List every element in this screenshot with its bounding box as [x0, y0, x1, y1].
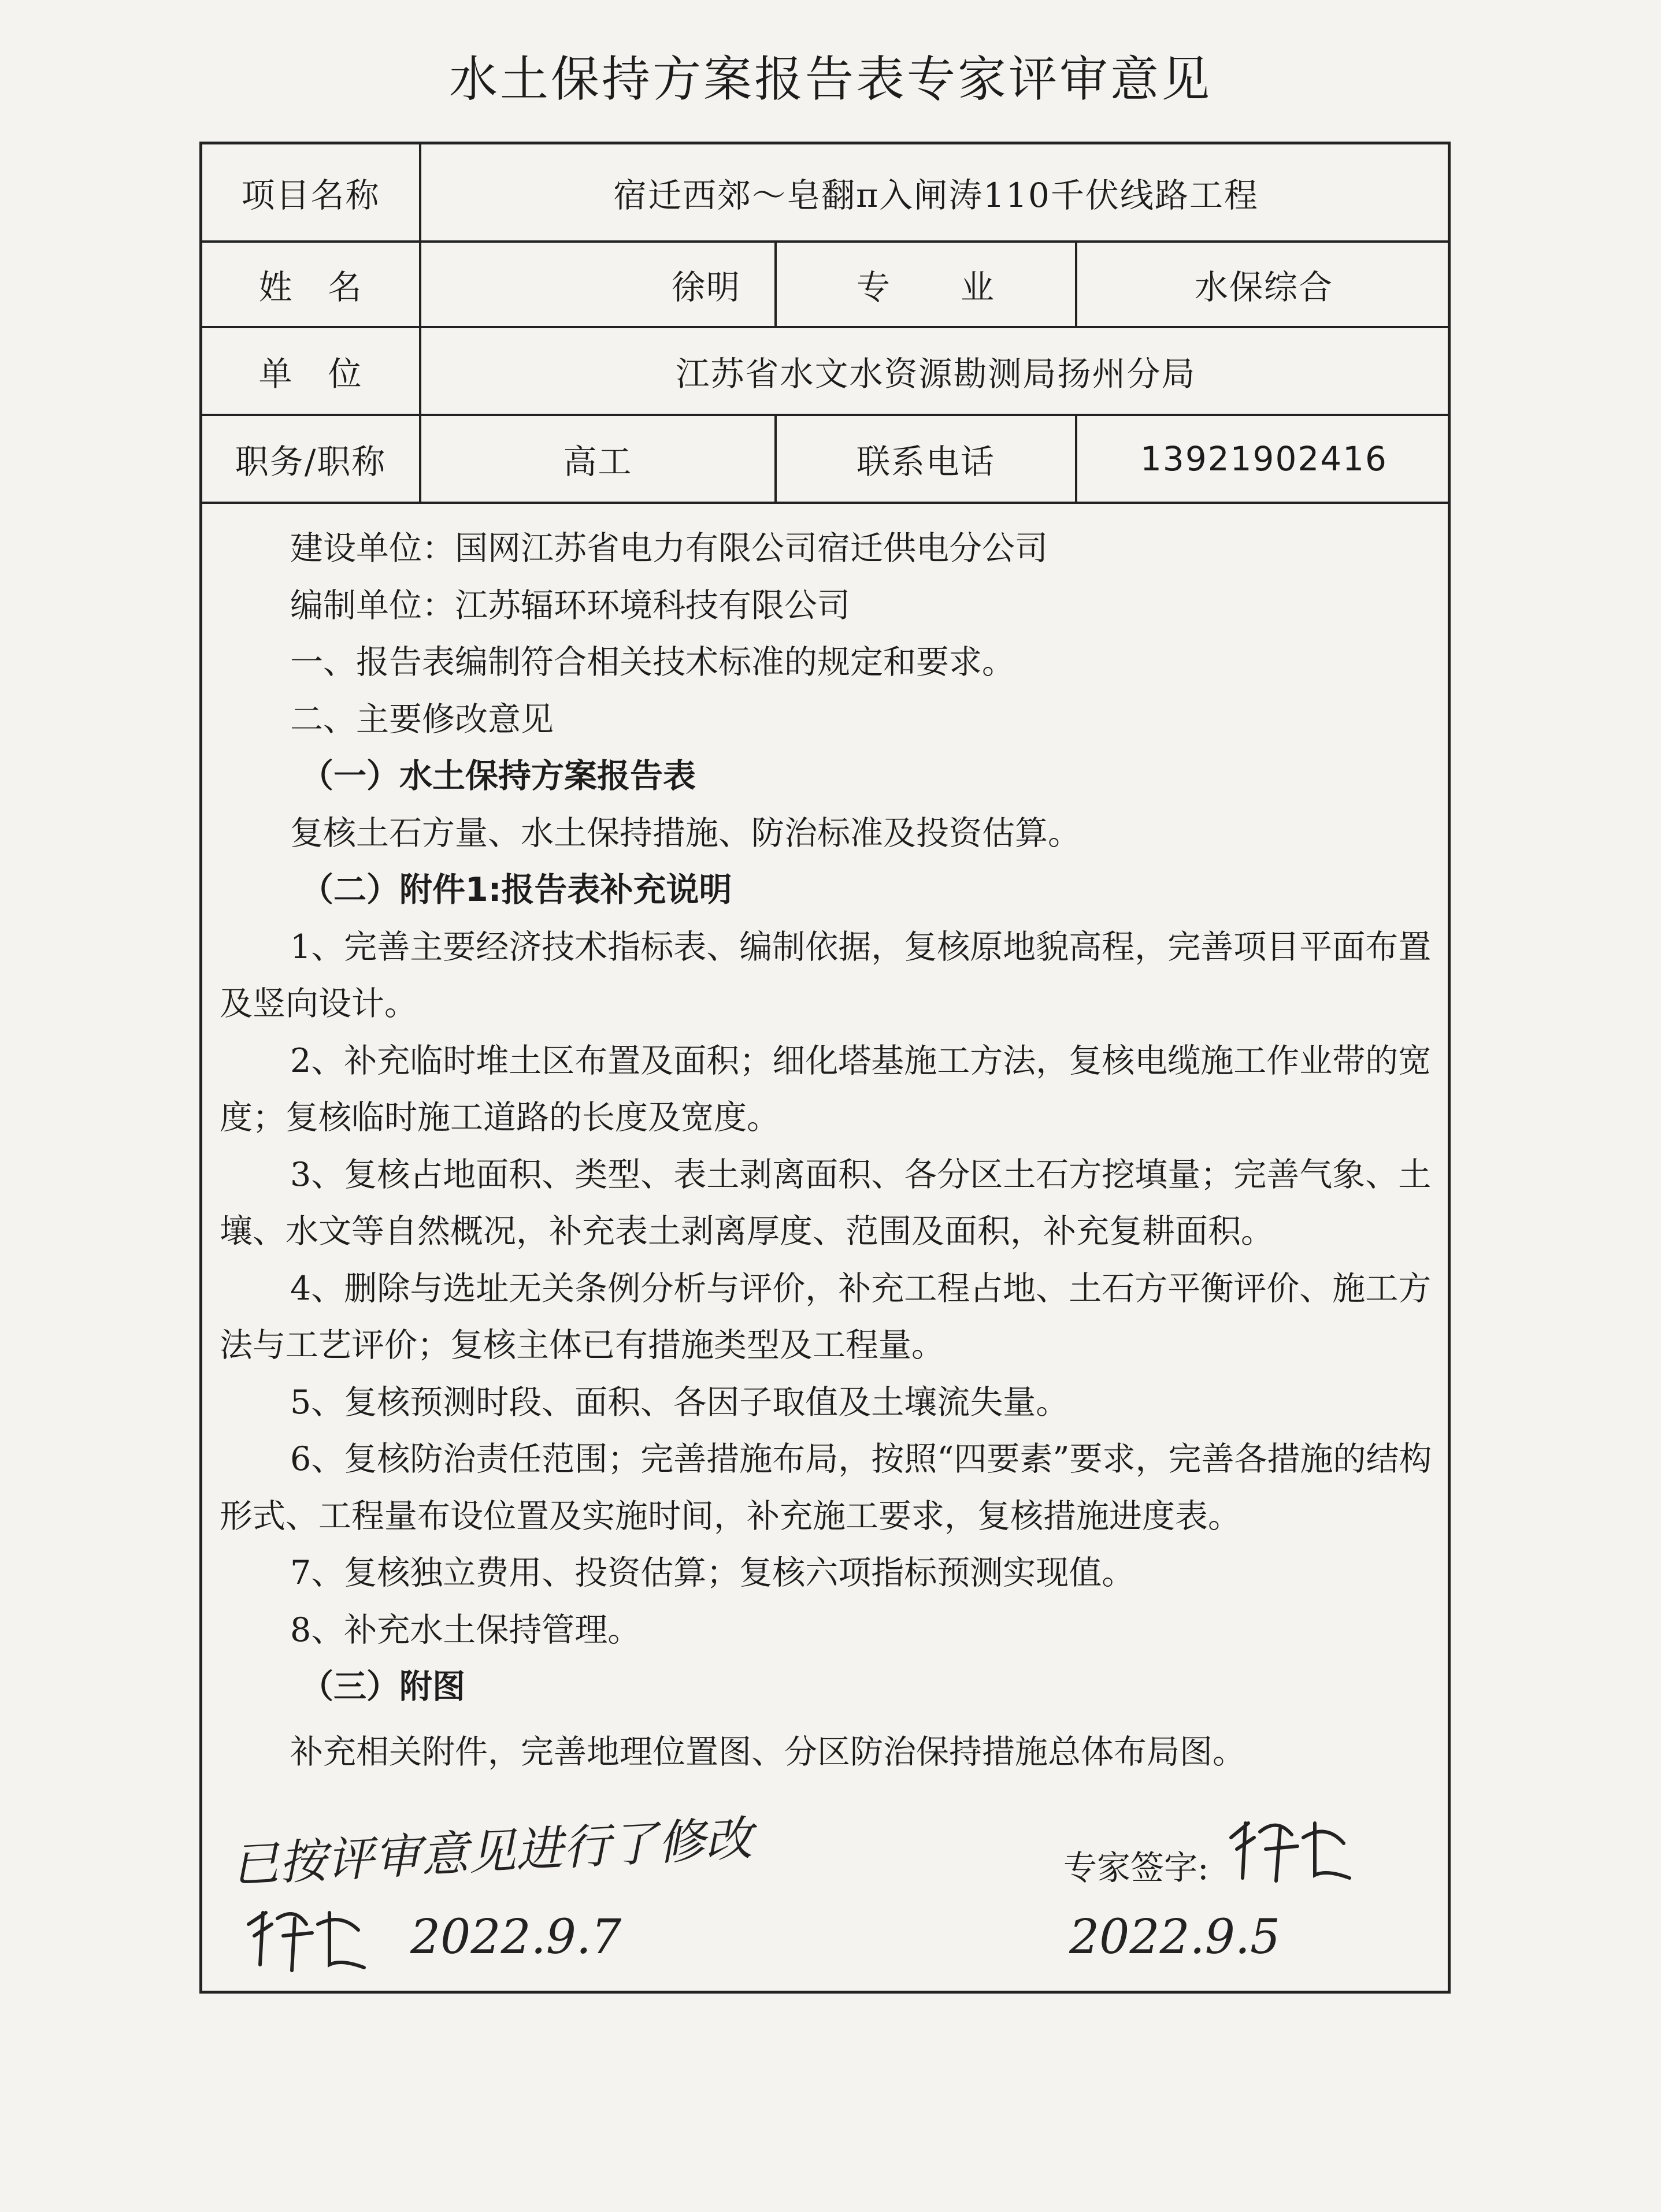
reply-date: 2022.9.7 — [410, 1910, 622, 1965]
section-heading-3: （三）附图 — [301, 1668, 465, 1706]
title-value: 高工 — [419, 416, 774, 502]
handwritten-note: 已按评审意见进行了修改 — [230, 1811, 754, 1894]
phone-label: 联系电话 — [774, 416, 1075, 502]
item-3: 3、复核占地面积、类型、表土剥离面积、各分区土石方挖填量；完善气象、土壤、水文等自然概况，补充表土剥离厚度、范围及面积，补充复耕面积。 — [220, 1155, 1432, 1250]
name-label: 姓 名 — [258, 268, 363, 307]
section-heading-1: （一）水土保持方案报告表 — [301, 757, 696, 795]
project-value: 宿迁西郊～皂翻π入闸涛110千伏线路工程 — [419, 144, 1451, 240]
name-row — [202, 243, 1448, 328]
expert-date: 2022.9.5 — [1069, 1910, 1281, 1965]
item-2: 2、补充临时堆土区布置及面积；细化塔基施工方法，复核电缆施工作业带的宽度；复核临时施工道路的长度及宽度。 — [220, 1041, 1432, 1137]
opinion-line-2: 二、主要修改意见 — [290, 700, 554, 738]
item-6: 6、复核防治责任范围；完善措施布局，按照“四要素”要求，完善各措施的结构形式、工程量布设位置及实施时间，补充施工要求，复核措施进度表。 — [220, 1440, 1432, 1535]
item-4: 4、删除与选址无关条例分析与评价，补充工程占地、土石方平衡评价、施工方法与工艺评价；复核主体已有措施类型及工程量。 — [220, 1269, 1432, 1364]
item-8: 8、补充水土保持管理。 — [290, 1610, 641, 1649]
name-value: 徐明 — [419, 243, 991, 326]
project-row — [202, 144, 1448, 243]
unit-row — [202, 328, 1448, 416]
handwritten-signature-left — [243, 1901, 376, 1976]
title-label: 职务/职称 — [235, 442, 387, 481]
opinion-line-3: 复核土石方量、水土保持措施、防治标准及投资估算。 — [290, 814, 1081, 852]
expert-signature-label: 专家签字: — [1063, 1848, 1209, 1887]
opinion-line-1: 一、报告表编制符合相关技术标准的规定和要求。 — [290, 643, 1015, 681]
project-label: 项目名称 — [241, 176, 380, 215]
phone-value: 13921902416 — [1075, 416, 1451, 502]
item-7: 7、复核独立费用、投资估算；复核六项指标预测实现值。 — [290, 1554, 1135, 1592]
expert-signature — [1225, 1809, 1358, 1890]
title-row — [202, 416, 1448, 504]
review-form — [199, 142, 1451, 1994]
page-title: 水土保持方案报告表专家评审意见 — [448, 51, 1212, 107]
construction-unit: 建设单位：国网江苏省电力有限公司宿迁供电分公司 — [290, 529, 1048, 567]
opinion-body — [220, 520, 1433, 1780]
unit-label: 单 位 — [258, 354, 363, 394]
unit-value: 江苏省水文水资源勘测局扬州分局 — [419, 328, 1451, 414]
section-heading-2: （二）附件1:报告表补充说明 — [301, 871, 732, 909]
item-1: 1、完善主要经济技术指标表、编制依据，复核原地貌高程，完善项目平面布置及竖向设计。 — [220, 927, 1432, 1023]
major-label: 专 业 — [774, 243, 1075, 326]
item-5: 5、复核预测时段、面积、各因子取值及土壤流失量。 — [290, 1383, 1069, 1422]
opinion-line-4: 补充相关附件，完善地理位置图、分区防治保持措施总体布局图。 — [290, 1732, 1245, 1771]
major-value: 水保综合 — [1075, 243, 1451, 326]
compiling-unit: 编制单位：江苏辐环环境科技有限公司 — [290, 586, 850, 625]
